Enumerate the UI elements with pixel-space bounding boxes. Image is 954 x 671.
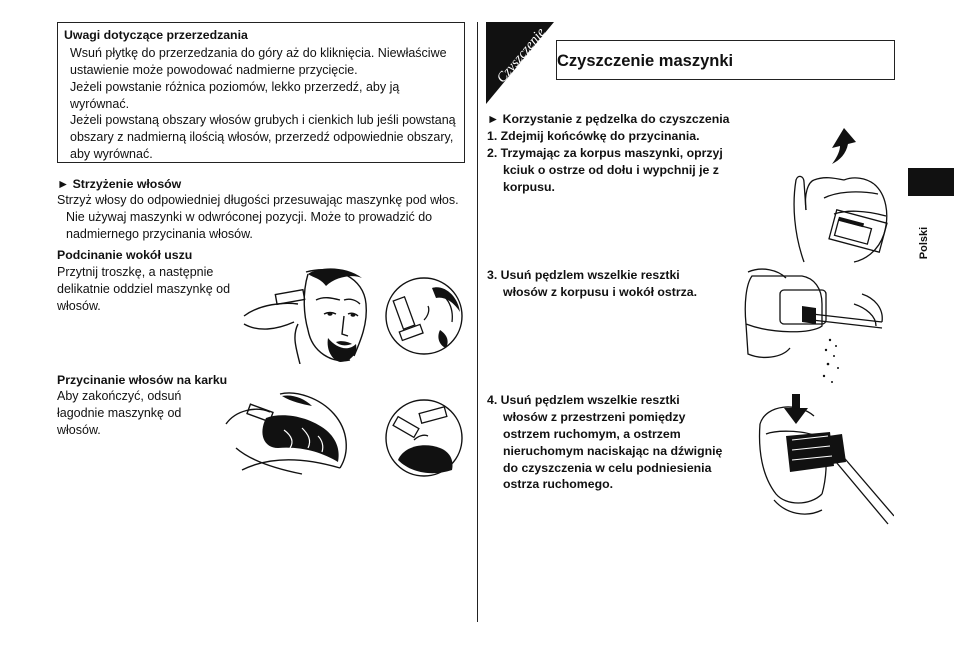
step-3-line: 3. Usuń pędzlem wszelkie resztki: [487, 268, 680, 282]
notes-title: Uwagi dotyczące przerzedzania: [64, 28, 248, 42]
brush-heading: ► Korzystanie z pędzelka do czyszczenia: [487, 112, 730, 126]
ears-line: włosów.: [57, 299, 101, 313]
page-title: Czyszczenie maszynki: [557, 52, 734, 70]
haircut-line: Strzyż włosy do odpowiedniej długości przesuwając maszynkę pod włos.: [57, 193, 459, 207]
language-tab: [908, 168, 954, 196]
column-divider: [477, 22, 478, 622]
step-3-line: włosów z korpusu i wokół ostrza.: [503, 285, 698, 299]
nape-line: łagodnie maszynkę od: [57, 406, 182, 420]
nape-line: włosów.: [57, 423, 101, 437]
notes-line: Jeżeli powstanie różnica poziomów, lekko przerzedź, aby ją: [70, 80, 400, 94]
step-4-line: ostrza ruchomego.: [503, 477, 614, 491]
brush-body-illustration: [742, 264, 892, 390]
nape-detail-inset: [384, 398, 464, 478]
ear-trim-head-illustration: [236, 264, 372, 364]
step-4-line: do czyszczenia w celu podniesienia: [503, 461, 712, 475]
haircut-heading: ► Strzyżenie włosów: [57, 177, 182, 191]
ears-line: delikatnie oddziel maszynkę od: [57, 282, 231, 296]
ear-detail-inset: [384, 276, 464, 356]
step-4-line: nieruchomym naciskając na dźwignię: [503, 444, 723, 458]
brush-blade-illustration: [746, 390, 894, 526]
section-badge-label: Czyszczenie: [494, 25, 549, 87]
step-1: 1. Zdejmij końcówkę do przycinania.: [487, 129, 700, 143]
ears-heading: Podcinanie wokół uszu: [57, 248, 193, 262]
notes-line: obszary z nadmierną ilością włosów, przerzedź odpowiednie obszary,: [70, 130, 454, 144]
notes-line: Jeżeli powstaną obszary włosów grubych i cienkich lub jeśli powstaną: [70, 113, 456, 127]
step-2-line: 2. Trzymając za korpus maszynki, oprzyj: [487, 146, 723, 160]
language-tab-label: Polski: [918, 226, 930, 260]
step-4-line: ostrzem ruchomym, a ostrzem: [503, 427, 681, 441]
step-2-line: kciuk o ostrze od dołu i wypchnij je z: [503, 163, 719, 177]
notes-line: ustawienie może powodować nadmierne przycięcie.: [70, 63, 358, 77]
haircut-line: Nie używaj maszynki w odwróconej pozycji. Może to prowadzić do: [66, 210, 433, 224]
notes-line: Wsuń płytkę do przerzedzania do góry aż do kliknięcia. Niewłaściwe: [70, 46, 447, 60]
step-2-line: korpusu.: [503, 180, 555, 194]
notes-line: wyrównać.: [70, 97, 130, 111]
haircut-line: nadmiernego przycinania włosów.: [66, 227, 253, 241]
notes-line: aby wyrównać.: [70, 147, 153, 161]
ears-line: Przytnij troszkę, a następnie: [57, 265, 214, 279]
step-4-line: włosów z przestrzeni pomiędzy: [503, 410, 686, 424]
step-4-line: 4. Usuń pędzlem wszelkie resztki: [487, 393, 680, 407]
nape-line: Aby zakończyć, odsuń: [57, 389, 182, 403]
nape-heading: Przycinanie włosów na karku: [57, 373, 228, 387]
remove-blade-hand-illustration: [774, 124, 896, 264]
nape-trim-head-illustration: [222, 390, 372, 478]
